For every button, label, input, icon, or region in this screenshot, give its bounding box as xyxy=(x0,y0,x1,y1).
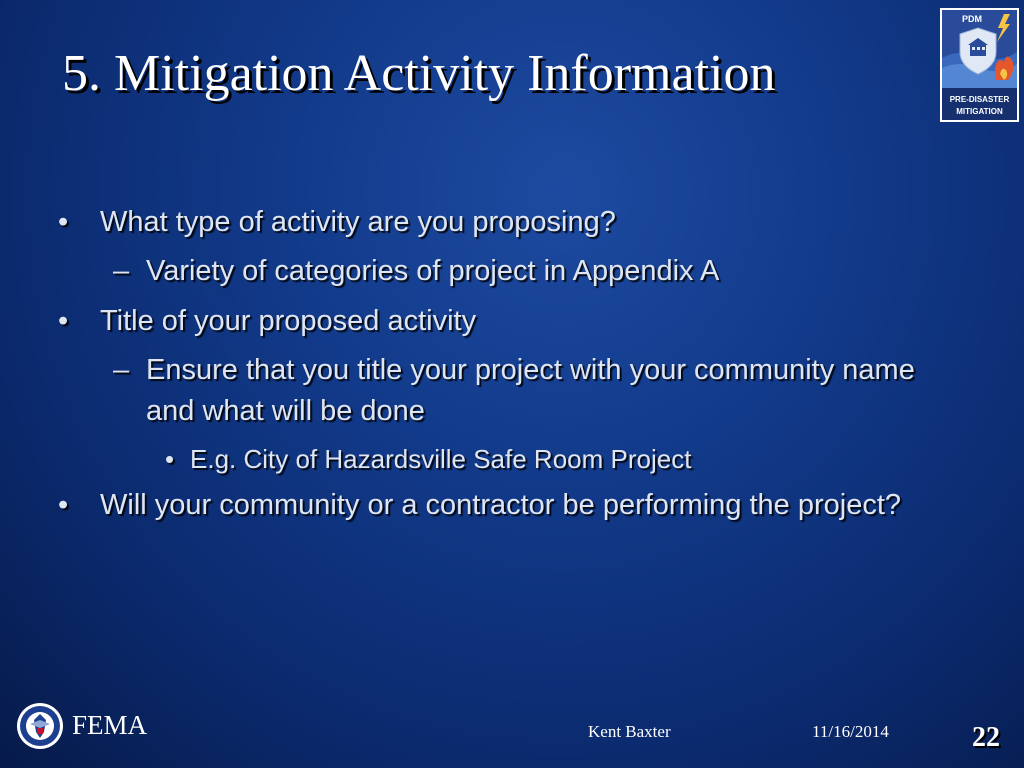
dhs-seal-icon xyxy=(16,702,64,750)
sub-bullet-text: Ensure that you title your project with your community name and what will be done xyxy=(146,354,915,427)
bullet-mark: • xyxy=(58,305,69,337)
sub-bullet-item xyxy=(113,251,973,292)
footer-org: FEMA xyxy=(72,710,148,740)
logo-bottom-text-1: PRE-DISASTER xyxy=(949,95,1010,104)
sub-bullet-text: Variety of categories of project in Appendix A xyxy=(146,255,720,287)
slide-title: 5. Mitigation Activity Information xyxy=(62,45,776,102)
slide-number: 22 xyxy=(972,722,1000,753)
bullet-mark: • xyxy=(58,489,69,521)
footer-date: 11/16/2014 xyxy=(812,722,889,741)
pdm-logo-icon xyxy=(940,8,1019,122)
bullet-item xyxy=(58,202,938,243)
bullet-item xyxy=(58,485,928,526)
bullet-item xyxy=(58,301,938,342)
logo-bottom-text-2: MITIGATION xyxy=(956,107,1003,116)
bullet-mark: • xyxy=(165,444,175,474)
bullet-mark: • xyxy=(58,206,69,238)
sub-bullet-item xyxy=(113,350,963,432)
footer-author: Kent Baxter xyxy=(588,722,671,741)
dash-mark: – xyxy=(113,255,130,287)
bullet-text: Will your community or a contractor be performing the project? xyxy=(100,489,902,521)
bullet-text: Title of your proposed activity xyxy=(100,305,477,337)
dash-mark: – xyxy=(113,354,130,386)
sub-sub-bullet-text: E.g. City of Hazardsville Safe Room Project xyxy=(190,444,692,474)
logo-top-text: PDM xyxy=(962,14,982,24)
bullet-text: What type of activity are you proposing? xyxy=(100,206,616,238)
sub-sub-bullet-item xyxy=(165,439,865,480)
